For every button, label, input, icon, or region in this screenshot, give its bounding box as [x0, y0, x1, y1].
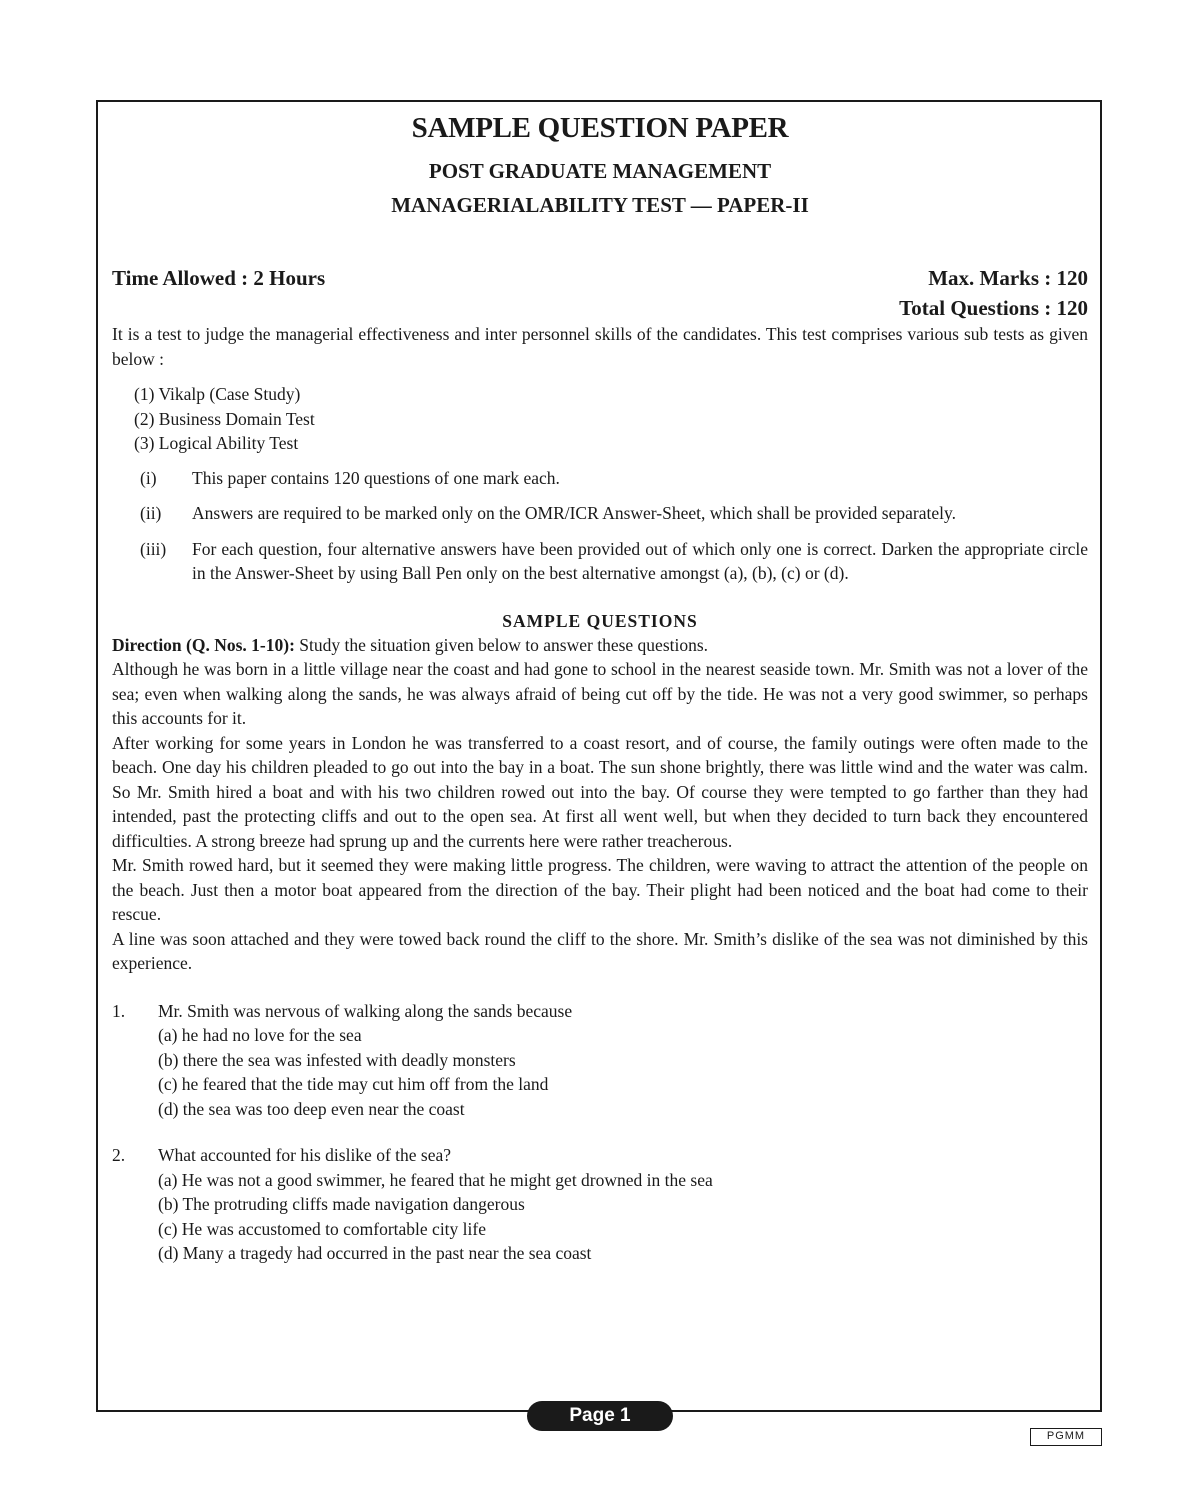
direction-label: Direction (Q. Nos. 1-10): — [112, 634, 295, 655]
instruction-text: For each question, four alternative answers have been provided out of which only one is correct. Darken the appropriate circle in the Answer-Sheet by using Ball Pen only on the best alternative amongst (a), (b), (c) or (d). — [192, 538, 1088, 583]
question-number: 2. — [112, 1145, 126, 1165]
question-item — [112, 1143, 1088, 1266]
passage-paragraph: A line was soon attached and they were towed back round the cliff to the shore. Mr. Smith’s dislike of the sea was not diminished by this experience. — [112, 928, 1088, 973]
passage-paragraph: Mr. Smith rowed hard, but it seemed they were making little progress. The children, were waving to attract the attention of the people on the beach. Just then a motor boat appeared from the direction of the bay. Their plight had been noticed and the boat had come to their rescue. — [112, 855, 1088, 924]
instruction-item — [112, 537, 1088, 586]
page-number-badge: Page 1 — [527, 1401, 673, 1431]
question-item — [112, 999, 1088, 1122]
instruction-number: (i) — [140, 467, 157, 488]
paper-code: PGMM — [1030, 1428, 1102, 1446]
question-option: (c) He was accustomed to comfortable city life — [158, 1218, 486, 1239]
passage-paragraph: After working for some years in London he was transferred to a coast resort, and of course, the family outings were often made to the beach. One day his children pleaded to go out into the bay in a boat. The sun shone brightly, there was little wind and the water was calm. So Mr. Smith hired a boat and with his two children rowed out into the bay. Of course they were tempted to go farther than they had intended, past the protecting cliffs and out to the open sea. At first all went well, but when they decided to turn back they encountered difficulties. A strong breeze had sprung up and the currents here were rather treacherous. — [112, 732, 1088, 851]
paper-subtitle: POST GRADUATE MANAGEMENT — [428, 159, 772, 183]
paper-subtitle-test: MANAGERIALABILITY TEST — PAPER-II — [391, 193, 809, 217]
question-option: (b) The protruding cliffs made navigation dangerous — [158, 1194, 525, 1214]
instruction-list — [112, 466, 1088, 586]
question-option: (a) he had no love for the sea — [158, 1025, 362, 1045]
question-body — [158, 999, 572, 1122]
instruction-text: Answers are required to be marked only on the OMR/ICR Answer-Sheet, which shall be provided separately. — [192, 503, 956, 523]
subtest-item: (1) Vikalp (Case Study) — [134, 384, 301, 404]
paper-title: SAMPLE QUESTION PAPER — [411, 112, 789, 144]
instruction-number: (iii) — [140, 538, 167, 559]
question-body — [158, 1143, 713, 1266]
instruction-number: (ii) — [140, 503, 162, 523]
passage-paragraph: Although he was born in a little village near the coast and had gone to school in the nearest seaside town. Mr. Smith was not a lover of the sea; even when walking along the sands, he was always afraid of being cut off by the tide. He was not a very good swimmer, so perhaps this accounts for it. — [112, 659, 1088, 728]
direction-text: Study the situation given below to answer these questions. — [299, 634, 709, 655]
question-option: (b) there the sea was infested with deadly monsters — [158, 1049, 516, 1070]
max-marks: Max. Marks : 120 — [928, 266, 1088, 290]
instruction-item — [112, 501, 1088, 526]
meta-row — [112, 264, 1088, 292]
question-stem: Mr. Smith was nervous of walking along the sands because — [158, 1000, 573, 1021]
question-option: (d) the sea was too deep even near the coast — [158, 1098, 465, 1119]
instruction-text: This paper contains 120 questions of one mark each. — [192, 467, 560, 488]
direction — [112, 633, 1088, 658]
question-number: 1. — [112, 1000, 126, 1021]
instruction-item — [112, 466, 1088, 491]
subtest-item: (3) Logical Ability Test — [134, 433, 299, 453]
section-heading: SAMPLE QUESTIONS — [502, 610, 698, 631]
question-option: (a) He was not a good swimmer, he feared that he might get drowned in the sea — [158, 1169, 713, 1190]
question-stem: What accounted for his dislike of the sea? — [158, 1145, 452, 1165]
question-option: (c) he feared that the tide may cut him off from the land — [158, 1074, 549, 1094]
total-questions: Total Questions : 120 — [899, 296, 1088, 320]
time-allowed: Time Allowed : 2 Hours — [112, 266, 326, 290]
intro-text: It is a test to judge the managerial effectiveness and inter personnel skills of the candidates. This test comprises various sub tests as given below : — [112, 324, 1088, 369]
question-option: (d) Many a tragedy had occurred in the past near the sea coast — [158, 1243, 592, 1263]
subtest-item: (2) Business Domain Test — [134, 408, 315, 429]
subtest-list — [134, 382, 1088, 456]
document-content — [112, 108, 1088, 1266]
